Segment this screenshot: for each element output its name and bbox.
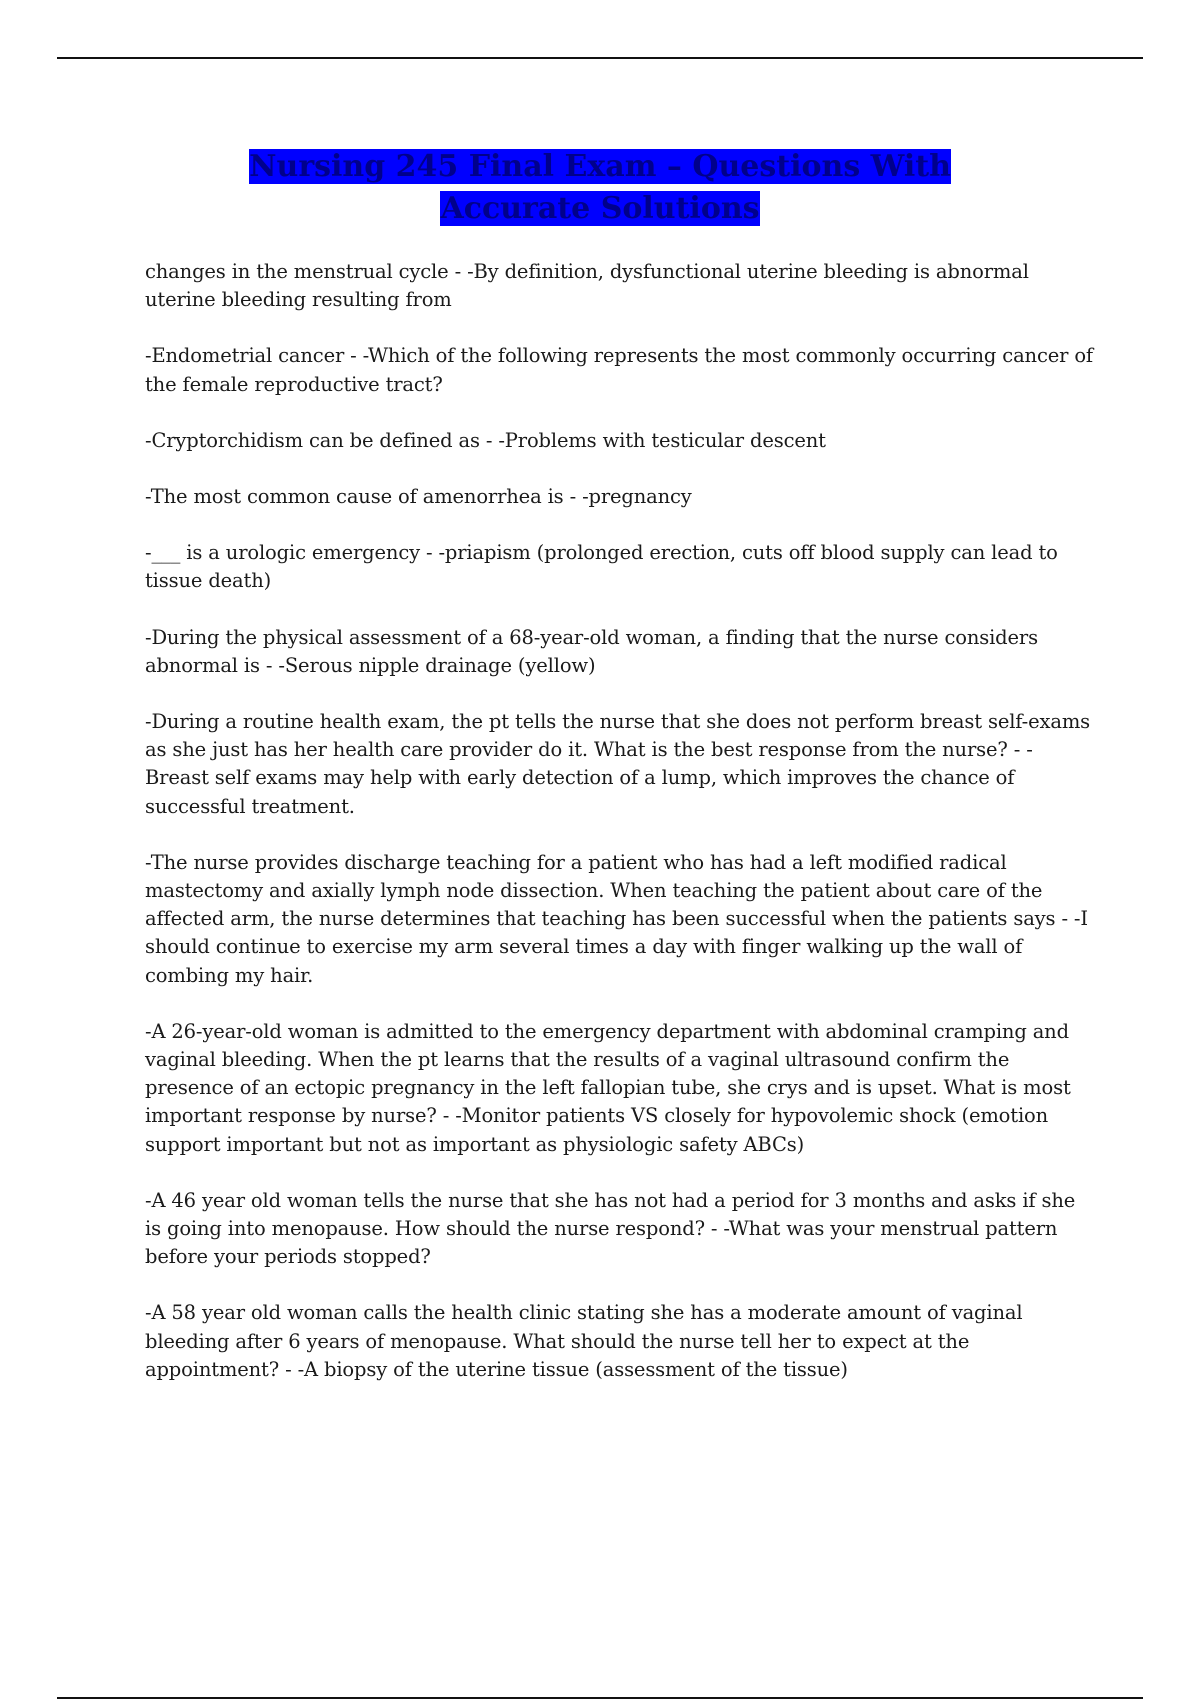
document-body [145, 258, 1095, 1412]
qa-entry: -A 46 year old woman tells the nurse that she has not had a period for 3 months and asks if she is going into menopause. How should the nurse respond? - -What was your menstrual pattern before your periods stopped? [145, 1188, 1076, 1269]
qa-entry: -Endometrial cancer - -Which of the following represents the most commonly occurring cancer of the female reproductive tract? [145, 344, 1093, 396]
qa-entry: -Cryptorchidism can be defined as - -Problems with testicular descent [145, 428, 826, 452]
footer-rule [57, 1697, 1143, 1699]
qa-entry: -A 58 year old woman calls the health clinic stating she has a moderate amount of vaginal bleeding after 6 years of menopause. What should the nurse tell her to expect at the appointment? - -A biopsy of the uterine tissue (assessment of the tissue) [145, 1301, 1023, 1381]
qa-entry: -During the physical assessment of a 68-year-old woman, a finding that the nurse considers abnormal is - -Serous nipple drainage (yellow) [145, 625, 1038, 677]
qa-entry: -___ is a urologic emergency - -priapism (prolonged erection, cuts off blood supply can lead to tissue death) [145, 541, 1058, 593]
title-block [0, 146, 1200, 230]
qa-entry: -The most common cause of amenorrhea is - -pregnancy [145, 485, 692, 509]
qa-entry: -During a routine health exam, the pt tells the nurse that she does not perform breast self-exams as she just has her health care provider do it. What is the best response from the nurse? - -Breast self exams may help with early detection of a lump, which improves the chance of successful treatment. [145, 710, 1091, 818]
qa-entry: -The nurse provides discharge teaching for a patient who has had a left modified radical mastectomy and axially lymph node dissection. When teaching the patient about care of the affected arm, the nurse determines that teaching has been successful when the patients says - -I should continue to exercise my arm several times a day with finger walking up the wall of combing my hair. [145, 850, 1088, 987]
qa-entry: -A 26-year-old woman is admitted to the emergency department with abdominal cramping and vaginal bleeding. When the pt learns that the results of a vaginal ultrasound confirm the presence of an ectopic pregnancy in the left fallopian tube, she crys and is upset. What is most important response by nurse? - -Monitor patients VS closely for hypovolemic shock (emotion support important but not as important as physiologic safety ABCs) [145, 1019, 1071, 1156]
document-title: Nursing 245 Final Exam – Questions With Accurate Solutions [249, 149, 951, 226]
header-rule [57, 57, 1143, 59]
qa-entry: changes in the menstrual cycle - -By definition, dysfunctional uterine bleeding is abnormal uterine bleeding resulting from [145, 260, 1029, 312]
